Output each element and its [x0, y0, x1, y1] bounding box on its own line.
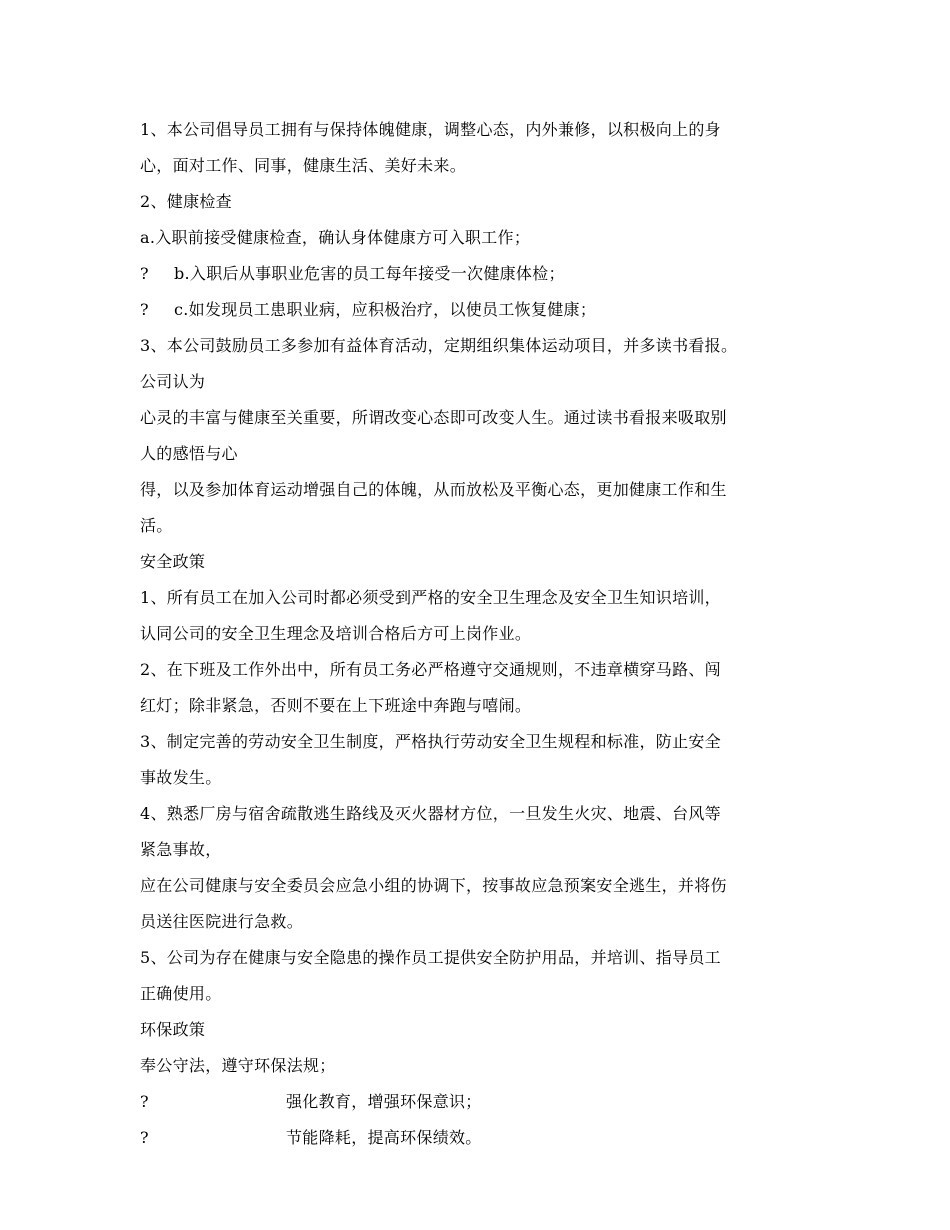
paragraph-line: 员送往医院进行急救。	[140, 912, 304, 931]
list-item-text: b.入职后从事职业危害的员工每年接受一次健康体检；	[174, 264, 565, 283]
paragraph-line: 人的感悟与心	[140, 444, 238, 463]
paragraph-line: 活。	[140, 516, 173, 535]
paragraph-line: 正确使用。	[140, 984, 222, 1003]
list-item	[140, 1120, 840, 1156]
paragraph-line: 2、在下班及工作外出中，所有员工务必严格遵守交通规则，不违章横穿马路、闯	[140, 660, 721, 679]
section-heading: 安全政策	[140, 552, 206, 571]
bullet-glyph: ?	[140, 1092, 149, 1111]
list-item	[140, 292, 840, 328]
section-heading: 2、健康检查	[140, 192, 232, 211]
paragraph-line: 3、本公司鼓励员工多参加有益体育活动，定期组织集体运动项目，并多读书看报。	[140, 336, 738, 355]
list-item	[140, 1084, 840, 1120]
list-item-text: c.如发现员工患职业病，应积极治疗，以使员工恢复健康；	[174, 300, 597, 319]
paragraph-line: 认同公司的安全卫生理念及培训合格后方可上岗作业。	[140, 624, 532, 643]
paragraph-line: 事故发生。	[140, 768, 222, 787]
paragraph-line: 5、公司为存在健康与安全隐患的操作员工提供安全防护用品，并培训、指导员工	[140, 948, 721, 967]
paragraph-line: 紧急事故，	[140, 840, 222, 859]
bullet-glyph: ?	[140, 1128, 149, 1147]
bullet-glyph: ?	[140, 264, 149, 283]
paragraph-line: 3、制定完善的劳动安全卫生制度，严格执行劳动安全卫生规程和标准，防止安全	[140, 732, 721, 751]
list-item: a.入职前接受健康检查，确认身体健康方可入职工作；	[140, 228, 531, 247]
document-body	[140, 112, 840, 1156]
list-item-text: 强化教育，增强环保意识；	[286, 1092, 482, 1111]
paragraph-line: 应在公司健康与安全委员会应急小组的协调下，按事故应急预案安全逃生，并将伤	[140, 876, 727, 895]
list-item-text: 节能降耗，提高环保绩效。	[286, 1128, 482, 1147]
paragraph-line: 奉公守法，遵守环保法规；	[140, 1056, 336, 1075]
paragraph-line: 红灯；除非紧急，否则不要在上下班途中奔跑与嘻闹。	[140, 696, 532, 715]
bullet-glyph: ?	[140, 300, 149, 319]
paragraph-line: 心灵的丰富与健康至关重要，所谓改变心态即可改变人生。通过读书看报来吸取别	[140, 408, 727, 427]
paragraph-line: 1、本公司倡导员工拥有与保持体魄健康，调整心态，内外兼修，以积极向上的身	[140, 120, 721, 139]
paragraph-line: 公司认为	[140, 372, 206, 391]
list-item	[140, 256, 840, 292]
paragraph-line: 1、所有员工在加入公司时都必须受到严格的安全卫生理念及安全卫生知识培训，	[140, 588, 721, 607]
section-heading: 环保政策	[140, 1020, 206, 1039]
paragraph-line: 4、熟悉厂房与宿舍疏散逃生路线及灭火器材方位，一旦发生火灾、地震、台风等	[140, 804, 721, 823]
paragraph-line: 心，面对工作、同事，健康生活、美好未来。	[140, 156, 467, 175]
paragraph-line: 得，以及参加体育运动增强自己的体魄，从而放松及平衡心态，更加健康工作和生	[140, 480, 727, 499]
